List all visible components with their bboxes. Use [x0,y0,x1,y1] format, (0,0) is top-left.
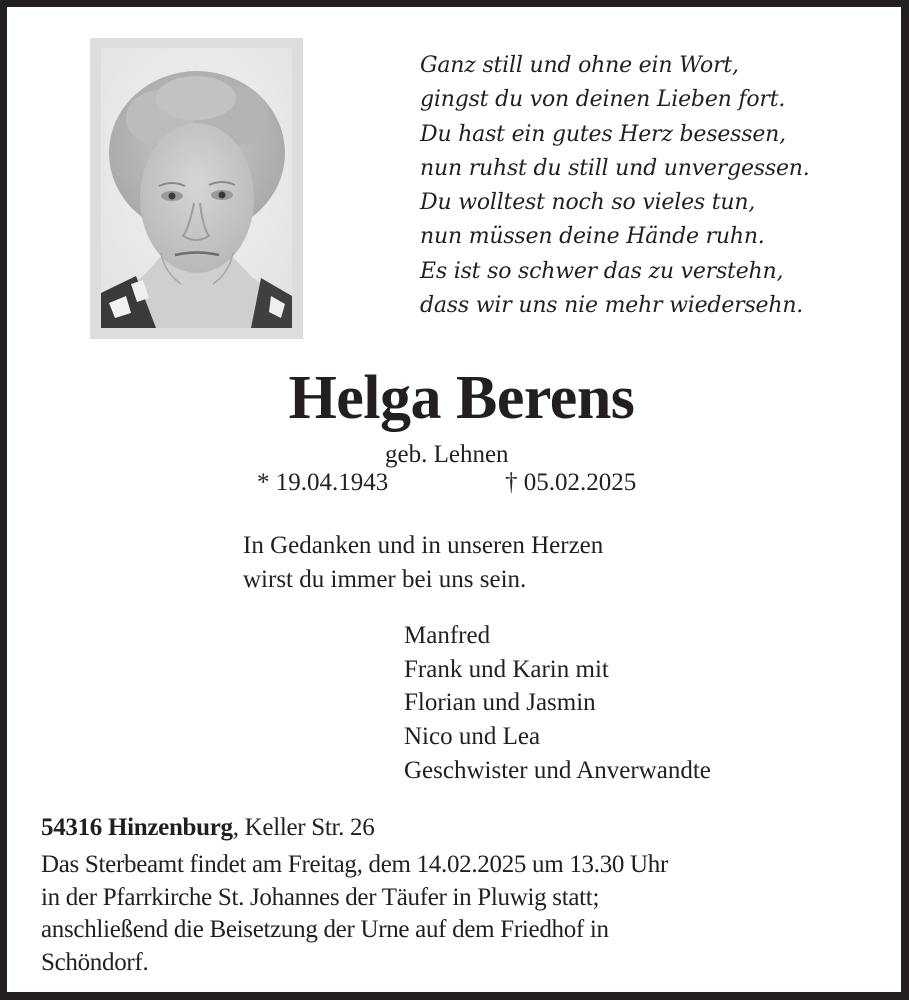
address-city: 54316 Hinzenburg [41,814,233,841]
poem-line: dass wir uns nie mehr wiedersehn. [420,293,804,319]
motto-line: wirst du immer bei uns sein. [243,566,527,593]
poem-line: Ganz still und ohne ein Wort, [420,53,739,78]
motto-line: In Gedanken und in unseren Herzen [243,532,604,559]
motto [243,529,603,597]
service-line: Schöndorf. [41,948,149,976]
poem-line: nun ruhst du still und unvergessen. [420,155,810,181]
service-line: Das Sterbeamt findet am Freitag, dem 14.02.2025 um 13.30 Uhr [41,851,669,878]
poem-line: Du hast ein gutes Herz besessen, [420,121,786,147]
address [41,812,374,844]
poem-line: nun müssen deine Hände ruhn. [420,224,765,250]
mourner: Frank und Karin mit [404,655,609,683]
mourner: Nico und Lea [404,723,541,751]
death-date: † 05.02.2025 [505,469,637,496]
poem-line: Es ist so schwer das zu verstehn, [420,258,784,284]
poem-line: Du wolltest noch so vieles tun, [420,190,756,216]
poem-line: gingst du von deinen Lieben fort. [420,87,786,113]
portrait-mat [90,38,303,339]
portrait-photo-icon [101,48,292,328]
service-info [41,849,881,979]
mourner: Florian und Jasmin [404,689,596,717]
mourners-list [404,619,711,788]
birth-date: * 19.04.1943 [257,469,389,496]
poem [420,49,810,323]
maiden-name: geb. Lehnen [385,441,509,468]
deceased-name: Helga Berens [288,364,635,432]
address-street: , Keller Str. 26 [232,814,375,841]
service-line: anschließend die Beisetzung der Urne auf dem Friedhof in [41,916,609,943]
service-line: in der Pfarrkirche St. Johannes der Täufer in Pluwig statt; [41,883,600,911]
mourner: Manfred [404,622,491,649]
mourner: Geschwister und Anverwandte [404,756,711,784]
